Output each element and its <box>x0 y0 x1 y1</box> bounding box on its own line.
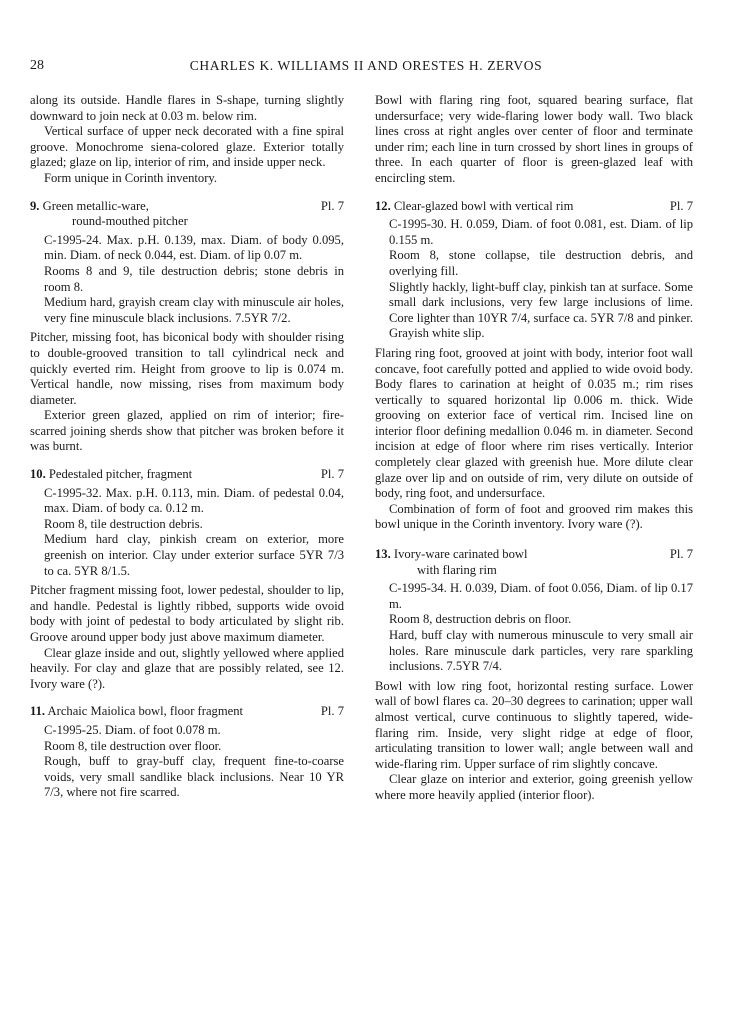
entry-number: 13. <box>375 547 391 562</box>
catalog-entry-12 <box>375 199 693 533</box>
catalog-data <box>30 233 344 327</box>
entry-title: Green metallic-ware, <box>42 198 149 213</box>
inventory-dimensions: C-1995-32. Max. p.H. 0.113, min. Diam. of pedestal 0.04, max. Diam. of body ca. 0.12 m. <box>44 485 344 516</box>
entry-heading <box>30 199 344 230</box>
inventory-dimensions: C-1995-30. H. 0.059, Diam. of foot 0.081, est. Diam. of lip 0.155 m. <box>389 217 693 247</box>
entry-description <box>30 330 344 455</box>
entry-description <box>30 583 344 692</box>
entry-title-continued: round-mouthed pitcher <box>72 214 188 229</box>
plate-reference: Pl. 7 <box>320 704 344 719</box>
catalog-entry-9 <box>30 199 344 456</box>
description-paragraph: Clear glaze on interior and exterior, going greenish yellow where more heavily applied (interior floor). <box>375 772 693 802</box>
entry-title: Clear-glazed bowl with vertical rim <box>393 198 574 213</box>
entry-description <box>375 346 693 533</box>
catalog-data <box>375 217 693 342</box>
description-paragraph: Bowl with low ring foot, horizontal resting surface. Lower wall of bowl flares ca. 20–30 degrees to carination; upper wall almost vertical, curve continuous to slightly tapered, wide-flaring rim. Inside, very slight ridge at edge of floor, articulating transition to lower wall; angle between wall and wide-flaring rim. Upper surface of rim slightly concave. <box>375 678 693 771</box>
continued-paragraph: Bowl with flaring ring foot, squared bearing surface, flat undersurface; very wide-flaring lower body wall. Two black lines cross at right angles over center of floor and terminate under rim; each line in turn crossed by short lines in groups of three. In each quarter of floor is green-glazed leaf with encircling stem. <box>375 93 693 185</box>
entry-number: 10. <box>30 467 46 482</box>
entry-title-continued: with flaring rim <box>417 562 497 577</box>
plate-reference: Pl. 7 <box>669 547 693 562</box>
intro-paragraph: Vertical surface of upper neck decorated with a fine spiral groove. Monochrome siena-colored glaze. Exterior totally glazed; glaze on lip, interior of rim, and inside upper neck. <box>30 124 344 170</box>
entry-title: Pedestaled pitcher, fragment <box>48 467 193 482</box>
entry-number: 9. <box>30 198 40 213</box>
fabric-description: Rough, buff to gray-buff clay, frequent fine-to-coarse voids, very small sandlike black inclusions. Near 10 YR 7/3, where not fire scarred. <box>44 754 344 800</box>
intro-paragraph: Form unique in Corinth inventory. <box>44 170 218 185</box>
fabric-description: Medium hard, grayish cream clay with minuscule air holes, very fine minuscule black inclusions. 7.5YR 7/2. <box>44 295 344 325</box>
plate-reference: Pl. 7 <box>320 467 344 482</box>
find-context: Room 8, tile destruction debris. <box>44 516 203 531</box>
plate-reference: Pl. 7 <box>669 198 693 213</box>
inventory-dimensions: C-1995-25. Diam. of foot 0.078 m. <box>44 722 221 737</box>
description-paragraph: Combination of form of foot and grooved rim makes this bowl unique in the Corinth inventory. Ivory ware (?). <box>375 501 693 532</box>
entry-number: 12. <box>375 198 391 213</box>
catalog-entry-10 <box>30 467 344 692</box>
find-context: Room 8, destruction debris on floor. <box>389 612 572 627</box>
fabric-description: Slightly hackly, light-buff clay, pinkish tan at surface. Some small dark inclusions, very few large inclusions of lime. Core lighter than 10YR 7/4, surface ca. 5YR 7/8 and pinker. Grayish white slip. <box>389 279 693 341</box>
page-number: 28 <box>30 58 44 73</box>
entry-number: 11. <box>30 704 46 719</box>
description-paragraph: Clear glaze inside and out, slightly yellowed where applied heavily. For clay and glaze that are possibly related, see 12. Ivory ware (?). <box>30 645 344 691</box>
page-header <box>30 58 702 78</box>
description-paragraph: Exterior green glazed, applied on rim of interior; fire-scarred joining sherds show that pitcher was broken before it was burnt. <box>30 408 344 454</box>
left-column <box>30 93 344 801</box>
entry-heading <box>375 547 693 578</box>
catalog-entry-11 <box>30 704 344 801</box>
catalog-data <box>30 486 344 580</box>
fabric-description: Medium hard clay, pinkish cream on exterior, more greenish on interior. Clay under exterior surface 5YR 7/3 to ca. 5YR 8/1.5. <box>44 532 344 578</box>
right-column <box>375 93 693 804</box>
catalog-data <box>375 581 693 675</box>
find-context: Rooms 8 and 9, tile destruction debris; stone debris in room 8. <box>44 263 344 294</box>
entry-description <box>375 679 693 804</box>
description-paragraph: Pitcher, missing foot, has biconical body with shoulder rising to double-grooved transition to tall cylindrical neck and quickly everted rim. Height from groove to lip is 0.074 m. Vertical handle, now missing, rises from maximum body diameter. <box>30 330 344 407</box>
catalog-data <box>30 723 344 801</box>
entry-heading <box>30 704 344 720</box>
intro-paragraph: along its outside. Handle flares in S-shape, turning slightly downward to join neck at 0.03 m. below rim. <box>30 93 344 123</box>
description-paragraph: Flaring ring foot, grooved at joint with body, interior foot wall concave, foot carefully potted and applied to wide ovoid body. Body flares to carination at height of 0.035 m.; rim rises vertically to squared horizontal lip 0.006 m. thick. Wide grooving on exterior face of vertical rim. Incised line on interior floor defining medallion 0.046 m. in diameter. Second incision at edge of floor where rim rises vertically. Interior completely clear glazed with greenish hue. More dilute clear glaze over lip and on outside of rim, very dilute on outside of body, ring foot, and undersurface. <box>375 345 693 501</box>
running-head: CHARLES K. WILLIAMS II AND ORESTES H. ZERVOS <box>189 58 543 73</box>
catalog-entry-13 <box>375 547 693 804</box>
fabric-description: Hard, buff clay with numerous minuscule to very small air holes. Rare minuscule dark particles, very rare sparkling inclusions. 7.5YR 7/4. <box>389 628 693 674</box>
entry-heading <box>375 199 693 215</box>
description-paragraph: Pitcher fragment missing foot, lower pedestal, shoulder to lip, and handle. Pedestal is lightly ribbed, supports wide ovoid body with joint of pedestal to body articulated by slight rib. Groove around upper body just above maximum diameter. <box>30 583 344 644</box>
inventory-dimensions: C-1995-24. Max. p.H. 0.139, max. Diam. of body 0.095, min. Diam. of neck 0.044, est. Diam. of lip 0.07 m. <box>44 232 344 263</box>
plate-reference: Pl. 7 <box>320 198 344 213</box>
entry-heading <box>30 467 344 483</box>
inventory-dimensions: C-1995-34. H. 0.039, Diam. of foot 0.056, Diam. of lip 0.17 m. <box>389 581 693 611</box>
entry-title: Archaic Maiolica bowl, floor fragment <box>47 704 244 719</box>
find-context: Room 8, stone collapse, tile destruction debris, and overlying fill. <box>389 248 693 278</box>
entry-title: Ivory-ware carinated bowl <box>393 547 528 562</box>
find-context: Room 8, tile destruction over floor. <box>44 738 222 753</box>
